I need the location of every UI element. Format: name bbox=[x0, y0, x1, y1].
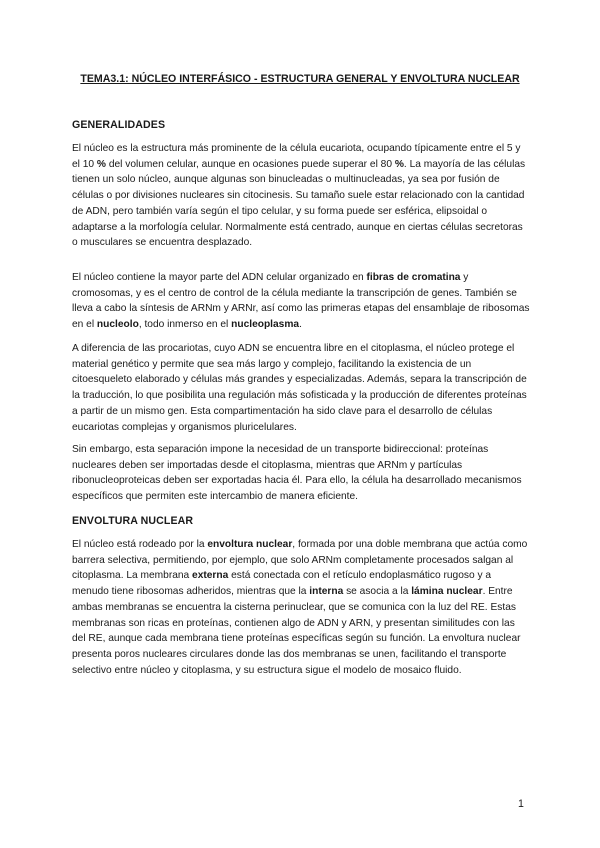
section-heading-generalidades: GENERALIDADES bbox=[72, 119, 166, 131]
text-run: El núcleo contiene la mayor parte del ADN celular organizado en bbox=[72, 272, 367, 283]
document-title: TEMA3.1: NÚCLEO INTERFÁSICO - ESTRUCTURA GENERAL Y ENVOLTURA NUCLEAR bbox=[80, 73, 520, 85]
paragraph-envoltura-nuclear-1 bbox=[72, 537, 530, 678]
bold-term: externa bbox=[192, 570, 229, 582]
text-run: Sin embargo, esta separación impone la necesidad de un transporte bidireccional: proteínas nucleares deben ser importadas desde el citoplasma, mientras que ARNm y partículas ribonucleoproteicas deben ser exportadas hacia él. Para ello, la célula ha desarrollado mecanismos específicos que permiten este intercambio de manera eficiente. bbox=[72, 444, 522, 503]
text-run: A diferencia de las procariotas, cuyo ADN se encuentra libre en el citoplasma, el núcleo protege el material genético y permite que sea más largo y complejo, facilitando la existencia de un citoesqueleto elaborado y células más grandes y especializadas. Además, separa la transcripción de la traducción, lo que posibilita una regulación más sofisticada y la producción de diferentes proteínas a partir de un mismo gen. Esta compartimentación ha sido clave para el desarrollo de células eucariotas complejas y organismos pluricelulares. bbox=[72, 343, 527, 433]
text-run: El núcleo está rodeado por la bbox=[72, 539, 208, 550]
paragraph-generalidades-1 bbox=[72, 141, 530, 251]
text-run: . La mayoría de las células tienen un solo núcleo, aunque algunas son binucleadas o multinucleadas, ya sea por fusión de células o por divisiones nucleares sin citocinesis. Su tamaño suele estar relacionado con la cantidad de ADN, pero también varía según el tipo celular, y su forma puede ser esférica, elipsoidal o adaptarse a la morfología celular. Normalmente está centrado, aunque en ciertas células secretoras o musculares se encuentra desplazado. bbox=[72, 158, 526, 249]
bold-term: interna bbox=[309, 586, 344, 598]
bold-term: envoltura nuclear bbox=[207, 539, 293, 550]
paragraph-generalidades-2 bbox=[72, 270, 530, 333]
bold-term: nucleoplasma bbox=[231, 319, 300, 331]
paragraph-generalidades-3 bbox=[72, 341, 530, 435]
text-run: se asocia a la bbox=[343, 586, 412, 598]
text-run: y cromosomas, y es el centro de control de la célula mediante la transcripción de genes. También se lleva a cabo la síntesis de ARNm y ARNr, así como las primeras etapas del ensamblaje de ribosomas en el bbox=[72, 272, 530, 331]
bold-term: % bbox=[96, 158, 106, 170]
text-run: del volumen celular, aunque en ocasiones puede superar el 80 bbox=[105, 158, 395, 170]
paragraph-generalidades-4 bbox=[72, 442, 530, 505]
bold-term: fibras de cromatina bbox=[366, 272, 461, 283]
text-run: , formada por una doble membrana que actúa como barrera selectiva, permitiendo, por ejemplo, que solo ARNm completamente procesados salgan al citoplasma. La membrana bbox=[72, 539, 528, 582]
text-run: . bbox=[299, 319, 302, 331]
text-run: El núcleo es la estructura más prominente de la célula eucariota, ocupando típicamente entre el 5 y el 10 bbox=[72, 143, 521, 170]
bold-term: % bbox=[394, 158, 404, 170]
bold-term: lámina nuclear bbox=[411, 586, 483, 598]
text-run: está conectada con el retículo endoplasmático rugoso y a menudo tiene ribosomas adheridos, mientras que la bbox=[72, 570, 492, 598]
text-run: . Entre ambas membranas se encuentra la cisterna perinuclear, que se comunica con la luz del RE. Estas membranas son ricas en proteínas, contienen algo de ADN y ARN, y presentan similitudes con las del RE, aunque cada membrana tiene proteínas específicas según su función. La envoltura nuclear presenta poros nucleares circulares donde las dos membranas se unen, facilitando el transporte selectivo entre núcleo y citoplasma, y su estructura sigue el modelo de mosaico fluido. bbox=[72, 586, 521, 676]
text-run: , todo inmerso en el bbox=[138, 319, 232, 331]
bold-term: nucleolo bbox=[96, 319, 139, 331]
section-heading-envoltura-nuclear: ENVOLTURA NUCLEAR bbox=[72, 515, 194, 527]
page-number: 1 bbox=[518, 798, 524, 810]
